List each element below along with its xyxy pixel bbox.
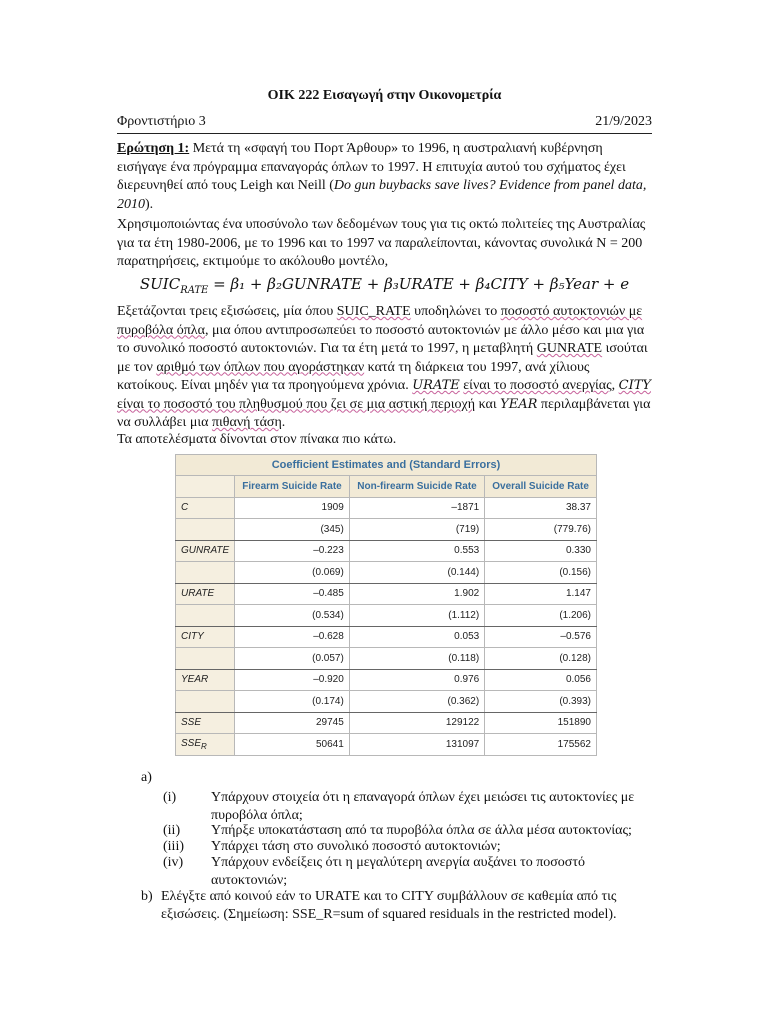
coef-cell: –0.485 xyxy=(235,583,350,605)
row-label xyxy=(176,734,235,756)
sser-sub: R xyxy=(201,741,207,751)
item-text: Υπήρξε υποκατάσταση από τα πυροβόλα όπλα σε άλλα μέσα αυτοκτονίας; xyxy=(211,823,632,838)
tutorial-label: Φροντιστήριο 3 xyxy=(117,114,206,129)
table-row xyxy=(176,583,597,605)
p3-text: υποδηλώνει το xyxy=(410,304,501,319)
question-a-item xyxy=(163,854,643,890)
model-lhs: SUIC xyxy=(139,275,181,293)
sser-label: SSE xyxy=(181,737,202,749)
var-city: CITY xyxy=(618,378,651,393)
table-row xyxy=(176,669,597,691)
p3-text: και xyxy=(475,396,501,412)
coefficient-table xyxy=(175,454,597,756)
table-row-sser xyxy=(176,734,597,756)
se-cell: (719) xyxy=(349,519,484,541)
se-cell: (0.362) xyxy=(349,691,484,713)
row-label-empty xyxy=(176,562,235,584)
item-number: (i) xyxy=(163,790,177,805)
p3-text: Εξετάζονται τρεις εξισώσεις, μία όπου xyxy=(117,304,337,319)
var-urate: URATE xyxy=(412,378,460,393)
se-cell: (0.069) xyxy=(235,562,350,584)
coef-cell: –0.920 xyxy=(235,669,350,691)
var-gunrate: GUNRATE xyxy=(536,341,603,356)
coef-cell: –0.576 xyxy=(485,626,597,648)
item-number: (iii) xyxy=(163,839,184,854)
se-cell: (1.112) xyxy=(349,605,484,627)
se-cell: (0.118) xyxy=(349,648,484,670)
item-text: Υπάρχουν ενδείξεις ότι η μεγαλύτερη ανεργία αυξάνει το ποσοστό αυτοκτονιών; xyxy=(211,855,585,888)
se-cell: (0.534) xyxy=(235,605,350,627)
se-cell: (779.76) xyxy=(485,519,597,541)
city-desc: είναι το ποσοστό του πληθυσμού που ζει σε μια αστική περιοχή xyxy=(117,396,476,412)
row-label: CITY xyxy=(176,626,235,648)
model-equation xyxy=(117,275,652,296)
model-rhs: = β₁ + β₂GUNRATE + β₃URATE + β₄CITY + β₅Year + e xyxy=(208,275,630,293)
se-cell: (0.144) xyxy=(349,562,484,584)
table-caption: Coefficient Estimates and (Standard Errors) xyxy=(176,455,597,476)
p3-text: περιλαμβάνεται για να συλλάβει μια xyxy=(117,396,651,430)
equations-paragraph xyxy=(117,303,652,433)
sser-cell: 131097 xyxy=(349,734,484,756)
intro-text: Μετά τη «σφαγή του Πορτ Άρθουρ» το 1996, η αυστραλιανή κυβέρνηση εισήγαγε ένα πρόγραμμα επαναγοράς όπλων το 1997. Η επιτυχία αυτού του σχήματος έχει διερευνηθεί από τους Leigh και Neill ( xyxy=(117,141,626,193)
row-label: URATE xyxy=(176,583,235,605)
item-number: (iv) xyxy=(163,855,184,870)
sser-cell: 175562 xyxy=(485,734,597,756)
row-label-empty xyxy=(176,519,235,541)
table-row xyxy=(176,626,597,648)
coef-cell: –1871 xyxy=(349,497,484,519)
table-row xyxy=(176,519,597,541)
row-label: C xyxy=(176,497,235,519)
row-label-empty xyxy=(176,691,235,713)
row-label: SSE xyxy=(176,712,235,734)
sse-cell: 151890 xyxy=(485,712,597,734)
table-row xyxy=(176,691,597,713)
data-paragraph: Χρησιμοποιώντας ένα υποσύνολο των δεδομένων τους για τις οκτώ πολιτείες της Αυστραλίας για τα έτη 1980-2006, με το 1996 και το 1997 να παραλείπονται, κάνοντας συνολικά N = 200 παρατηρήσεις, εκτιμούμε το ακόλουθο μοντέλο, xyxy=(117,217,646,269)
row-label-empty xyxy=(176,648,235,670)
model-lhs-sub: RATE xyxy=(180,285,209,296)
se-cell: (0.128) xyxy=(485,648,597,670)
table-row xyxy=(176,605,597,627)
question-b-text: Ελέγξτε από κοινού εάν το URATE και το CITY συμβάλλουν σε καθεμία από τις εξισώσεις. (Σημείωση: SSE_R=sum of squared residuals in the restricted model). xyxy=(161,889,617,922)
sse-cell: 129122 xyxy=(349,712,484,734)
tutorial-header xyxy=(117,114,652,134)
question-b-label: b) xyxy=(141,889,153,904)
var-suic-rate: SUIC_RATE xyxy=(336,304,411,319)
item-text: Υπάρχει τάση στο συνολικό ποσοστό αυτοκτονιών; xyxy=(211,839,501,854)
citation: Do gun buybacks save lives? Evidence from panel data, 2010 xyxy=(117,178,647,212)
row-label: GUNRATE xyxy=(176,540,235,562)
table-corner xyxy=(176,476,235,498)
table-caption-row xyxy=(176,455,597,476)
table-row xyxy=(176,497,597,519)
trend-phrase: πιθανή τάση xyxy=(211,415,282,430)
urate-desc: είναι το ποσοστό ανεργίας xyxy=(463,378,612,393)
coef-cell: –0.223 xyxy=(235,540,350,562)
p3-text: . xyxy=(281,415,286,430)
question-label: Ερώτηση 1: xyxy=(117,141,190,156)
coef-cell: 0.056 xyxy=(485,669,597,691)
question-a-label: a) xyxy=(141,770,152,785)
p3-text: , μια όπου αντιπροσωπεύει το ποσοστό αυτοκτονιών με άλλο μέσο και μια για το συνολικό ποσοστό αυτοκτονιών. Για τα έτη μετά το 1997, η μεταβλητή xyxy=(117,322,645,356)
row-label-empty xyxy=(176,605,235,627)
se-cell: (0.393) xyxy=(485,691,597,713)
coef-cell: 0.053 xyxy=(349,626,484,648)
intro-text-end: ). xyxy=(145,196,154,212)
item-number: (ii) xyxy=(163,823,181,838)
se-cell: (0.057) xyxy=(235,648,350,670)
table-row xyxy=(176,562,597,584)
coef-cell: 1909 xyxy=(235,497,350,519)
p3-text: , xyxy=(611,378,619,393)
table-row-sse xyxy=(176,712,597,734)
coef-cell: –0.628 xyxy=(235,626,350,648)
coef-cell: 0.976 xyxy=(349,669,484,691)
se-cell: (0.156) xyxy=(485,562,597,584)
column-header: Firearm Suicide Rate xyxy=(235,476,350,498)
table-header-row xyxy=(176,476,597,498)
coef-cell: 0.553 xyxy=(349,540,484,562)
var-year: YEAR xyxy=(500,396,538,412)
coef-cell: 0.330 xyxy=(485,540,597,562)
course-title: ΟΙΚ 222 Εισαγωγή στην Οικονομετρία xyxy=(267,88,502,103)
tutorial-date: 21/9/2023 xyxy=(595,114,652,129)
table-row xyxy=(176,540,597,562)
results-intro: Τα αποτελέσματα δίνονται στον πίνακα πιο κάτω. xyxy=(117,432,397,447)
gun-count-phrase: αριθμό των όπλων που αγοράστηκαν xyxy=(156,359,365,375)
column-header: Overall Suicide Rate xyxy=(485,476,597,498)
p3-text: κατά τη διάρκεια του 1997, ανά χίλιους κατοίκους. Είναι μηδέν για τα προηγούμενα χρόνια. xyxy=(117,359,590,393)
se-cell: (1.206) xyxy=(485,605,597,627)
se-cell: (0.174) xyxy=(235,691,350,713)
se-cell: (345) xyxy=(235,519,350,541)
row-label: YEAR xyxy=(176,669,235,691)
sse-cell: 29745 xyxy=(235,712,350,734)
p3-text: ισούται με τον xyxy=(117,341,648,375)
sser-cell: 50641 xyxy=(235,734,350,756)
question-a-item xyxy=(163,789,643,825)
coef-cell: 1.147 xyxy=(485,583,597,605)
table-row xyxy=(176,648,597,670)
item-text: Υπάρχουν στοιχεία ότι η επαναγορά όπλων έχει μειώσει τις αυτοκτονίες με πυροβόλα όπλα; xyxy=(211,790,635,823)
coef-cell: 38.37 xyxy=(485,497,597,519)
firearm-rate-phrase: ποσοστό αυτοκτονιών με πυροβόλα όπλα xyxy=(117,304,643,338)
coef-cell: 1.902 xyxy=(349,583,484,605)
intro-paragraph xyxy=(117,140,652,214)
column-header: Non-firearm Suicide Rate xyxy=(349,476,484,498)
